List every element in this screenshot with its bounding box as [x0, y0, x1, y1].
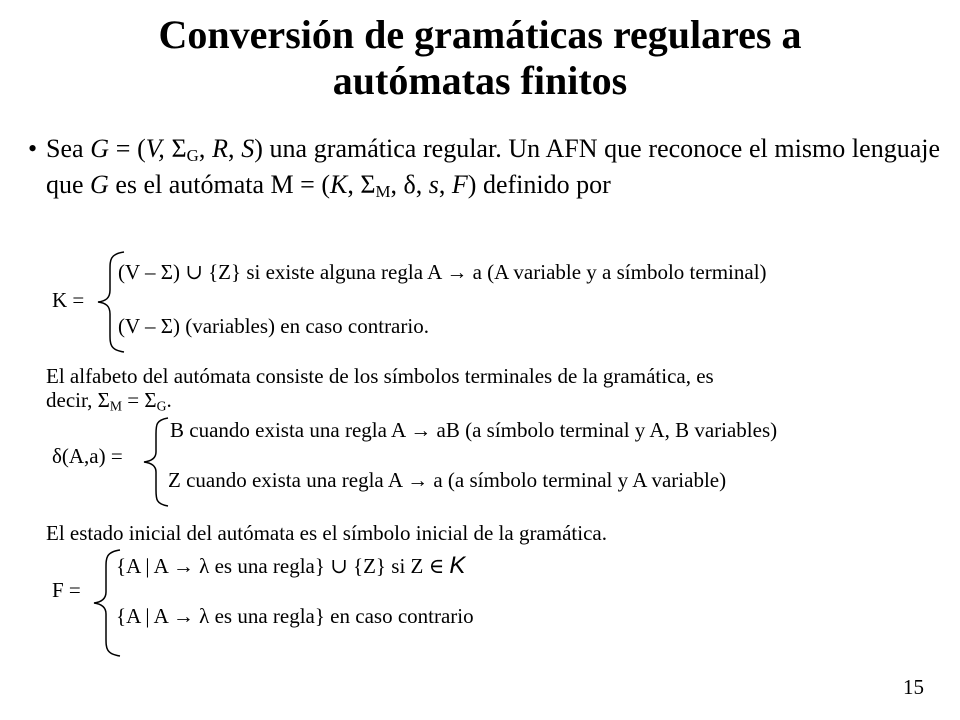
- slide-title: [0, 12, 960, 104]
- delta-def-brace: [140, 416, 170, 508]
- intro-part: , δ,: [390, 170, 429, 200]
- intro-var-S: S: [241, 134, 255, 163]
- intro-part: es el autómata M = (: [108, 170, 330, 200]
- intro-text: [46, 134, 940, 206]
- intro-part: ,: [227, 134, 242, 163]
- f-def-case-1-text: {A | A → λ es una regla} ∪ {Z} si Z ∈: [116, 554, 450, 578]
- slide-title-line-1: Conversión de gramáticas regulares a: [158, 12, 802, 57]
- alphabet-part: decir, Σ: [46, 388, 110, 412]
- f-def-case-1: [116, 552, 465, 580]
- alphabet-part: = Σ: [122, 388, 157, 412]
- page-number: 15: [903, 675, 924, 699]
- intro-var-G2: G: [90, 170, 109, 200]
- alphabet-part: .: [166, 388, 172, 412]
- intro-part: ,: [198, 134, 213, 163]
- f-def-label: F =: [52, 578, 81, 602]
- slide-title-line-2: autómatas finitos: [332, 58, 628, 103]
- intro-part: ) definido por: [467, 170, 611, 200]
- k-def-case-1: (V – Σ) ∪ {Z} si existe alguna regla A → a (A variable y a símbolo terminal): [118, 260, 767, 284]
- intro-var-s: s: [428, 170, 439, 200]
- k-def-label: K =: [52, 288, 85, 312]
- delta-def-label: δ(A,a) =: [52, 444, 123, 468]
- alphabet-sub-M: M: [109, 398, 122, 414]
- delta-def-case-2: Z cuando exista una regla A → a (a símbolo terminal y A variable): [168, 468, 727, 492]
- initial-state-text: El estado inicial del autómata es el símbolo inicial de la gramática.: [46, 521, 607, 545]
- intro-var-V: V,: [145, 134, 165, 163]
- alphabet-sub-G: G: [156, 398, 167, 414]
- intro-part: ,: [438, 170, 452, 200]
- intro-var-F: F: [451, 170, 468, 200]
- intro-sub-G: G: [186, 146, 199, 166]
- f-def-K: K: [449, 552, 466, 579]
- intro-part: ) una gramática regular. Un AFN que reconoce el mismo lenguaje que: [46, 134, 940, 200]
- intro-paragraph: [28, 134, 940, 206]
- intro-part: = (: [109, 134, 146, 163]
- intro-var-K: K: [329, 170, 348, 200]
- intro-part: Σ: [164, 134, 187, 163]
- intro-var-R: R: [212, 134, 228, 163]
- intro-part: Sea: [46, 134, 91, 163]
- bullet-icon: •: [28, 134, 38, 163]
- intro-var-G: G: [90, 134, 110, 163]
- k-def-case-2: (V – Σ) (variables) en caso contrario.: [118, 314, 429, 338]
- f-def-case-2: {A | A → λ es una regla} en caso contrario: [116, 604, 474, 628]
- alphabet-line-1: El alfabeto del autómata consiste de los símbolos terminales de la gramática, es: [46, 364, 714, 388]
- intro-sub-M: M: [375, 182, 391, 202]
- alphabet-line-2: [46, 388, 172, 414]
- intro-part: , Σ: [347, 170, 376, 200]
- delta-def-case-1: B cuando exista una regla A → aB (a símbolo terminal y A, B variables): [170, 418, 778, 442]
